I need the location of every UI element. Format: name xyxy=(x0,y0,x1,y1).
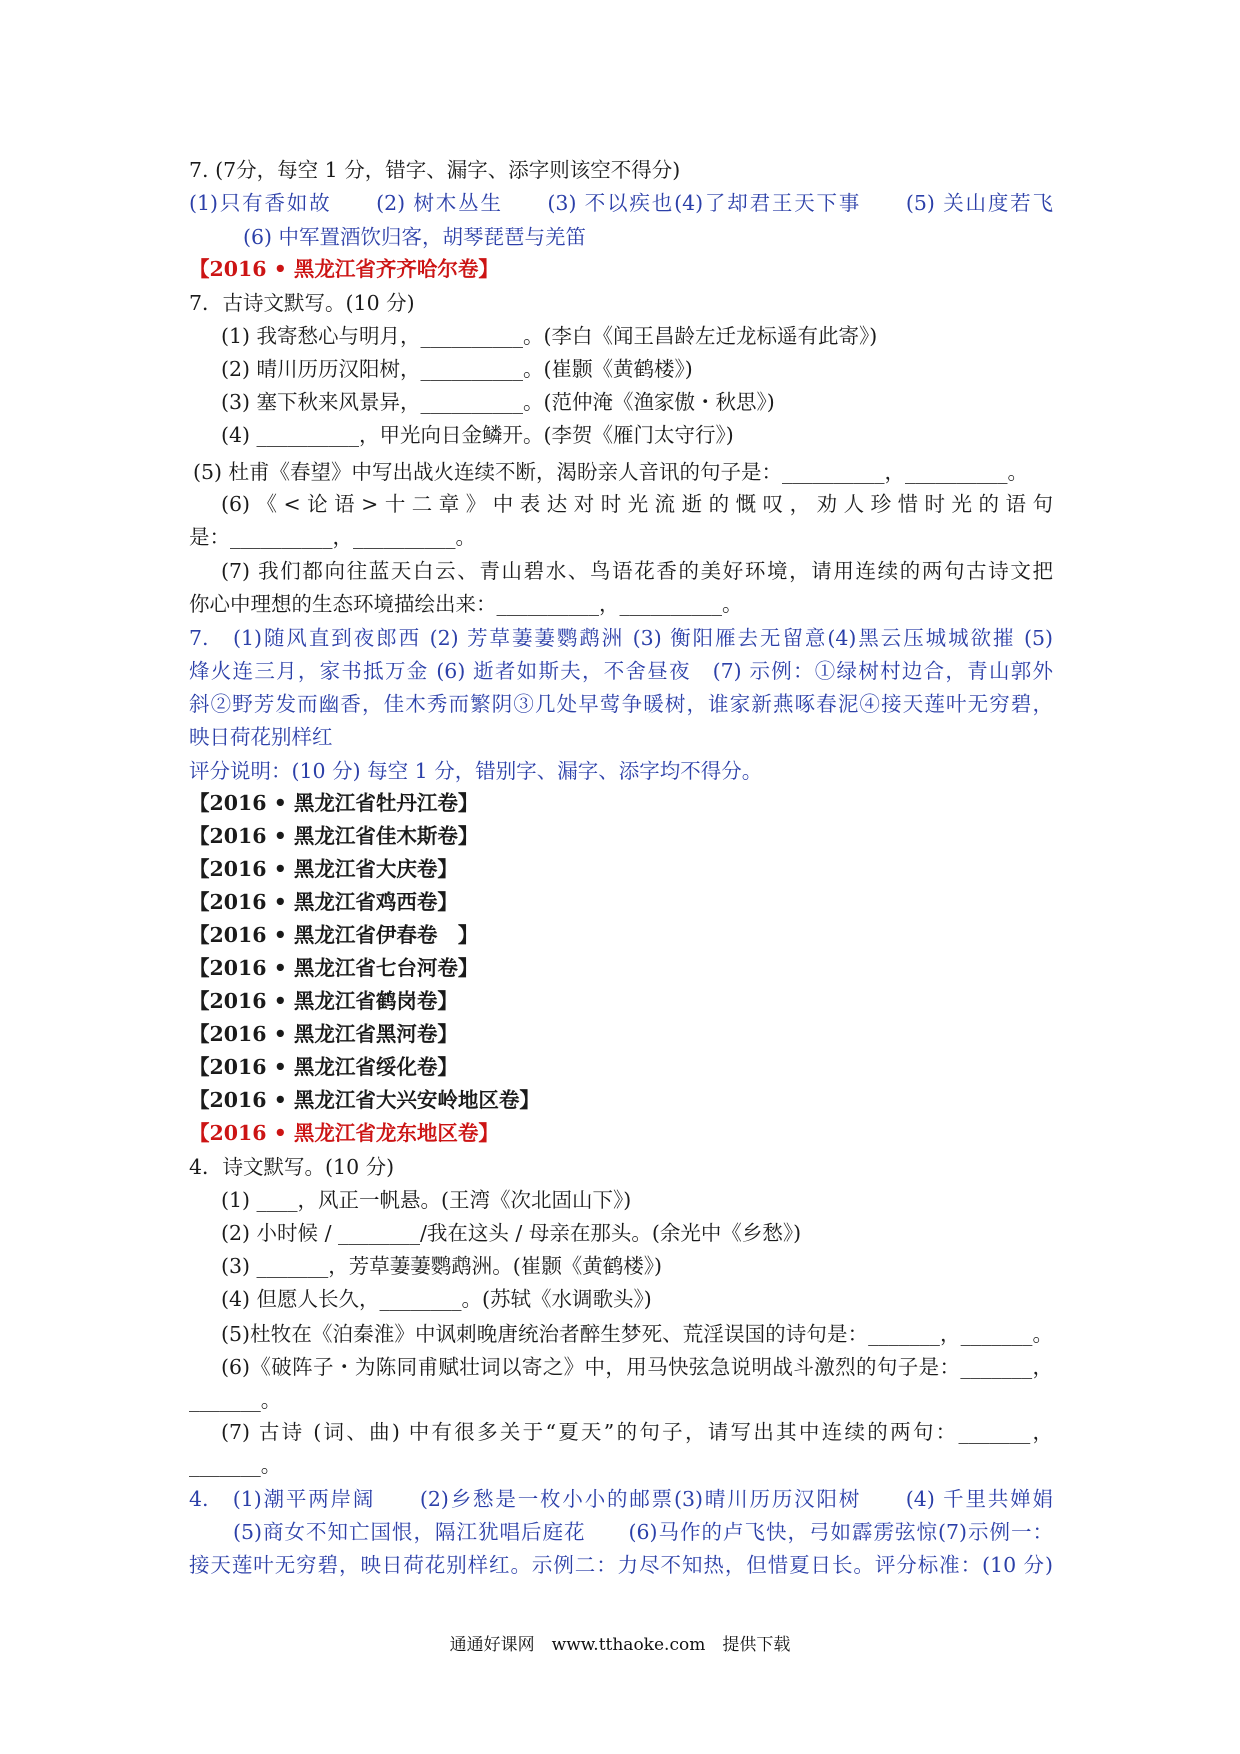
q4-title: 4．诗文默写。(10 分) xyxy=(189,1155,395,1179)
q7-item: (4) __________，甲光向日金鳞开。(李贺《雁门太守行》) xyxy=(221,423,734,447)
q7-item: (2) 晴川历历汉阳树，__________。(崔颢《黄鹤楼》) xyxy=(221,357,693,381)
q4-answer-line: 接天莲叶无穷碧，映日荷花别样红。示例二：力尽不知热，但惜夏日长。评分标准：(10 分) xyxy=(189,1553,1053,1577)
q7-answer-line: 斜②野芳发而幽香，佳木秀而繁阴③几处早莺争暖树，谁家新燕啄春泥④接天莲叶无穷碧， xyxy=(189,692,1053,716)
q7-scoring-note: 评分说明：(10 分) 每空 1 分，错别字、漏字、添字均不得分。 xyxy=(189,759,763,783)
q4-item: (1) ____，风正一帆悬。(王湾《次北固山下》) xyxy=(221,1188,632,1212)
region-heading: 【2016 • 黑龙江省伊春卷 】 xyxy=(189,923,479,947)
q7-answer-line: 映日荷花别样红 xyxy=(189,725,333,749)
q4-item: (6)《破阵子・为陈同甫赋壮词以寄之》中，用马快弦急说明战斗激烈的句子是：_______， xyxy=(221,1355,1053,1379)
section7-answer-line: (1)只有香如故 (2) 树木丛生 (3) 不以疾也(4)了却君王天下事 (5) 关山度若飞 xyxy=(189,191,1053,215)
region-heading: 【2016 • 黑龙江省大兴安岭地区卷】 xyxy=(189,1088,540,1112)
section7-answer-header: 7. (7分，每空 1 分，错字、漏字、添字则该空不得分) xyxy=(189,158,681,182)
q7-item: (6)《<论语>十二章》中表达对时光流逝的慨叹，劝人珍惜时光的语句 xyxy=(221,492,1053,516)
q7-item: (5) 杜甫《春望》中写出战火连续不断，渴盼亲人音讯的句子是：__________，__________。 xyxy=(193,460,1029,484)
region-heading: 【2016 • 黑龙江省佳木斯卷】 xyxy=(189,824,479,848)
q4-item: (3) _______，芳草萋萋鹦鹉洲。(崔颢《黄鹤楼》) xyxy=(221,1254,663,1278)
q4-item: (7) 古诗 (词、曲) 中有很多关于“夏天”的句子，请写出其中连续的两句：_______， xyxy=(221,1420,1053,1444)
q4-item: (5)杜牧在《泊秦淮》中讽刺晚唐统治者醉生梦死、荒淫误国的诗句是：_______，_______。 xyxy=(221,1322,1053,1346)
qiqihar-heading: 【2016 • 黑龙江省齐齐哈尔卷】 xyxy=(189,257,499,281)
q4-item: _______。 xyxy=(189,1388,282,1412)
region-heading: 【2016 • 黑龙江省鹤岗卷】 xyxy=(189,989,458,1013)
q4-answer-line: (5)商女不知亡国恨，隔江犹唱后庭花 (6)马作的卢飞快，弓如霹雳弦惊(7)示例一： xyxy=(233,1520,1053,1544)
region-heading: 【2016 • 黑龙江省大庆卷】 xyxy=(189,857,458,881)
q4-item: _______。 xyxy=(189,1453,282,1477)
q7-answer-line: 7. (1)随风直到夜郎西 (2) 芳草萋萋鹦鹉洲 (3) 衡阳雁去无留意(4)黑云压城城欲摧 (5) xyxy=(189,626,1053,650)
q7-item: (1) 我寄愁心与明月，__________。(李白《闻王昌龄左迁龙标遥有此寄》) xyxy=(221,324,878,348)
q7-item: (7) 我们都向往蓝天白云、青山碧水、鸟语花香的美好环境，请用连续的两句古诗文把 xyxy=(221,559,1053,583)
q7-title: 7．古诗文默写。(10 分) xyxy=(189,291,415,315)
page-footer: 通通好课网 www.tthaoke.com 提供下载 xyxy=(449,1635,791,1655)
section7-answer-line: (6) 中军置酒饮归客，胡琴琵琶与羌笛 xyxy=(243,225,587,249)
q4-item: (4) 但愿人长久，________。(苏轼《水调歌头》) xyxy=(221,1287,652,1311)
q7-answer-line: 烽火连三月，家书抵万金 (6) 逝者如斯夫，不舍昼夜 (7) 示例：①绿树村边合，青山郭外 xyxy=(189,659,1053,683)
region-heading: 【2016 • 黑龙江省牡丹江卷】 xyxy=(189,791,479,815)
region-heading: 【2016 • 黑龙江省七台河卷】 xyxy=(189,956,479,980)
region-heading: 【2016 • 黑龙江省黑河卷】 xyxy=(189,1022,458,1046)
q4-item: (2) 小时候 / ________/我在这头 / 母亲在那头。(余光中《乡愁》) xyxy=(221,1221,802,1245)
q7-item: 是：__________，__________。 xyxy=(189,525,476,549)
q7-item: 你心中理想的生态环境描绘出来：__________，__________。 xyxy=(189,592,743,616)
q7-item: (3) 塞下秋来风景异，__________。(范仲淹《渔家傲・秋思》) xyxy=(221,390,775,414)
region-heading: 【2016 • 黑龙江省绥化卷】 xyxy=(189,1055,458,1079)
q4-answer-line: 4. (1)潮平两岸阔 (2)乡愁是一枚小小的邮票(3)晴川历历汉阳树 (4) 千里共婵娟 xyxy=(189,1487,1053,1511)
region-heading: 【2016 • 黑龙江省鸡西卷】 xyxy=(189,890,458,914)
longdong-heading: 【2016 • 黑龙江省龙东地区卷】 xyxy=(189,1121,499,1145)
